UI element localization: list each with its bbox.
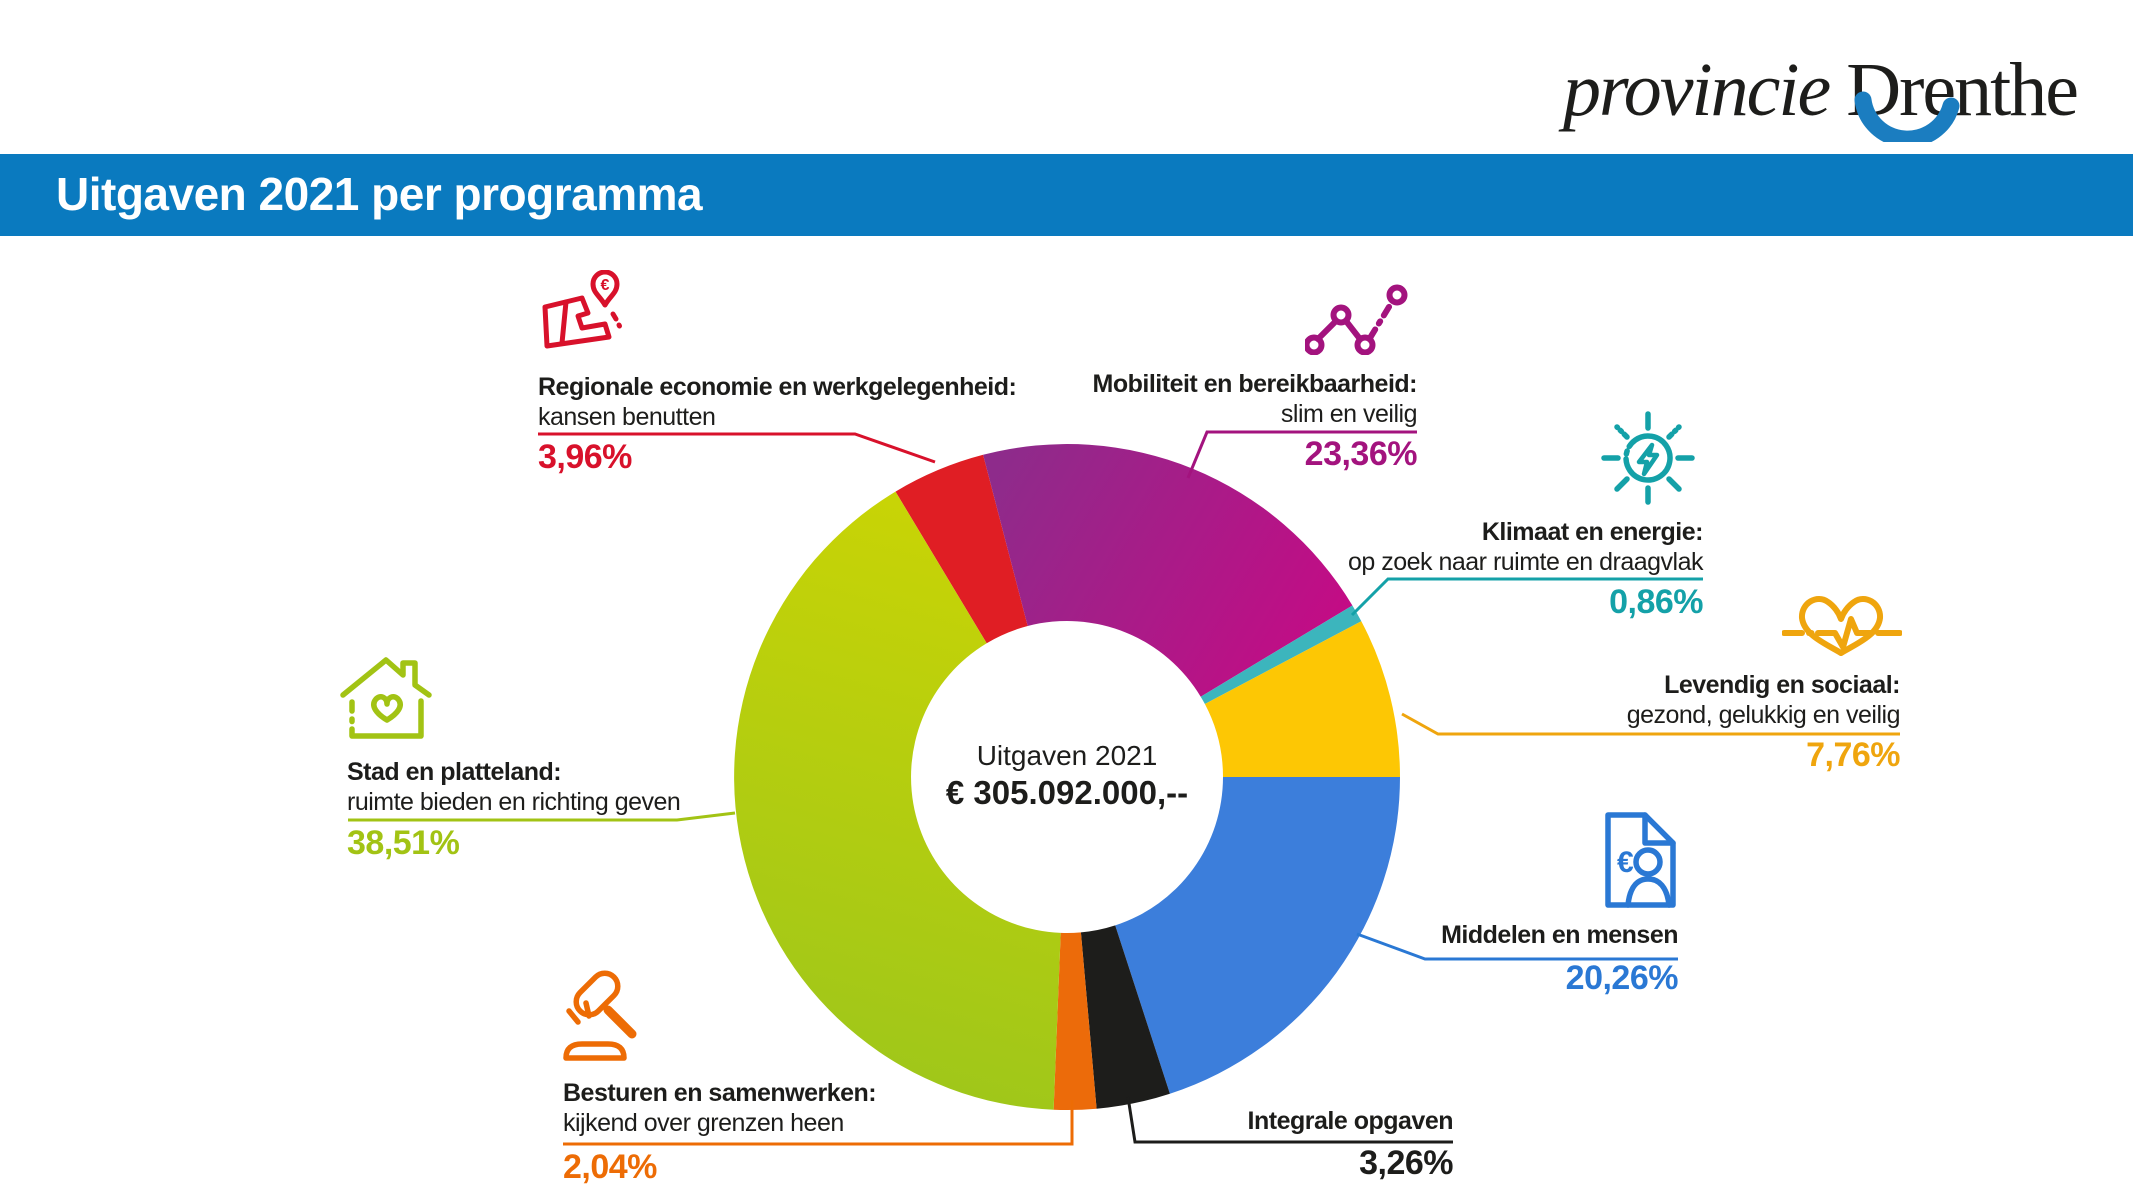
segment-tagline: gezond, gelukkig en veilig [1626, 701, 1900, 729]
segment-pct: 20,26% [1565, 959, 1678, 997]
segment-pct: 23,36% [1304, 435, 1417, 473]
segment-title: Regionale economie en werkgelegenheid: [538, 373, 1017, 401]
label-klimaat-energie [1348, 517, 1703, 577]
logo-word-provincie: provincie [1563, 48, 1830, 132]
svg-text:€: € [1617, 846, 1634, 879]
center-label: Uitgaven 2021 [976, 740, 1158, 771]
segment-title: Klimaat en energie: [1481, 518, 1703, 546]
segment-pct: 3,26% [1359, 1144, 1453, 1182]
segment-title: Mobiliteit en bereikbaarheid: [1092, 370, 1417, 398]
segment-tagline: op zoek naar ruimte en draagvlak [1347, 548, 1703, 576]
heart-pulse-icon [1782, 583, 1902, 663]
segment-pct: 2,04% [563, 1148, 657, 1186]
page-title: Uitgaven 2021 per programma [56, 168, 703, 220]
gavel-icon [558, 966, 654, 1070]
energy-sun-icon [1600, 410, 1697, 507]
segment-title: Middelen en mensen [1441, 921, 1678, 949]
map-euro-pin-icon [537, 270, 633, 362]
segment-title: Levendig en sociaal: [1664, 671, 1900, 699]
label-levendig-sociaal [1627, 670, 1900, 730]
trend-line-icon [1305, 283, 1409, 355]
svg-text:€: € [600, 277, 610, 294]
center-value: € 305.092.000,-- [945, 774, 1189, 811]
segment-pct: 38,51% [347, 824, 460, 862]
segment-tagline: ruimte bieden en richting geven [347, 788, 681, 816]
label-middelen-mensen [1441, 920, 1678, 950]
segment-tagline: slim en veilig [1280, 400, 1417, 428]
logo-word-drenthe: Drenthe [1846, 48, 2077, 132]
segment-pct: 7,76% [1806, 736, 1900, 774]
segment-pct: 0,86% [1609, 583, 1703, 621]
label-regionale-economie [538, 372, 1016, 432]
label-besturen-samenwerken [563, 1078, 876, 1138]
donut-center-text [867, 739, 1267, 813]
segment-title: Besturen en samenwerken: [563, 1079, 877, 1107]
label-stad-platteland [347, 757, 680, 817]
segment-pct: 3,96% [538, 438, 632, 476]
house-heart-icon [337, 650, 437, 745]
segment-tagline: kansen benutten [538, 403, 716, 431]
document-euro-person-icon [1603, 810, 1678, 910]
segment-title: Stad en platteland: [347, 758, 562, 786]
segment-tagline: kijkend over grenzen heen [563, 1109, 844, 1137]
segment-title: Integrale opgaven [1247, 1107, 1453, 1135]
label-integrale-opgaven [1248, 1106, 1453, 1136]
label-mobiliteit [1093, 369, 1417, 429]
